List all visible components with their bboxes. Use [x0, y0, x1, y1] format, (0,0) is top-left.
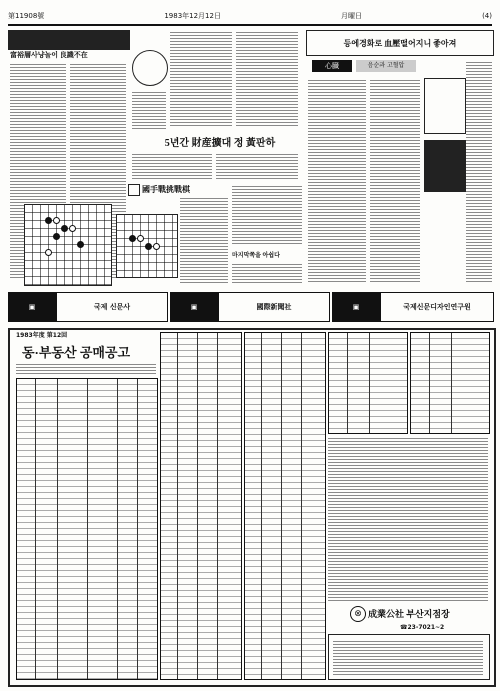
right-tag-2: 음순과 고혈압: [356, 60, 416, 72]
cartoon-illustration: [132, 50, 168, 86]
auction-table-2: [160, 332, 242, 680]
issue-date: 1983年12月12日: [164, 12, 221, 20]
auction-table-4: [328, 332, 408, 434]
auction-year: 1983年度 第12回: [16, 332, 68, 339]
baduk-commentary: [180, 196, 228, 284]
auction-intro: [16, 362, 156, 376]
baduk-board-1: [24, 204, 112, 286]
mid-center-heading: 5년간 財産擴대 정 黃판하: [164, 138, 276, 149]
ad-3: 국제신문디자인연구원: [380, 292, 494, 322]
right-text-col-1: [308, 78, 366, 282]
center-text-col-4: [216, 152, 298, 180]
auction-title: 동·부동산 공매공고: [22, 345, 131, 360]
left-banner: [8, 30, 130, 50]
center-text-col-0: [132, 90, 166, 130]
baduk-title: 國手戰挑戰棋: [142, 185, 190, 194]
page-header: [8, 8, 492, 26]
ad-badge-2: ▣: [170, 292, 218, 322]
auction-footnote-box: [328, 634, 490, 680]
ad-1: 국제 신문사: [56, 292, 168, 322]
issue-number: 第11908號: [8, 12, 45, 20]
ad-badge-3: ▣: [332, 292, 380, 322]
company-logo-icon: ⊗: [350, 606, 366, 622]
auction-table-5: [410, 332, 490, 434]
center-text-col-3: [132, 152, 212, 180]
left-column-heading: 富裕層사냥놀이 良識不在: [10, 51, 88, 59]
auction-phone: ☎23-7021~2: [400, 624, 445, 631]
baduk-icon: [128, 184, 140, 196]
right-illustration: [424, 140, 466, 192]
center-text-col-1: [170, 30, 232, 126]
ad-badge-1: ▣: [8, 292, 56, 322]
center-text-col-6: [232, 262, 302, 284]
right-text-col-3: [466, 60, 492, 282]
auction-conditions: [328, 436, 488, 602]
center-text-col-5: [232, 184, 302, 246]
right-text-col-2: [370, 78, 420, 282]
auction-company: 成業公社 부산지점장: [368, 609, 450, 619]
right-tag-1: 心臓: [312, 60, 352, 72]
issue-day: 月曜日: [341, 12, 363, 20]
auction-table-1: [16, 378, 158, 680]
auction-table-3: [244, 332, 326, 680]
right-column-heading: 등에경화로 血壓떨어지니 좋아져: [343, 39, 457, 48]
center-text-col-2: [236, 30, 298, 126]
mid-center-subheading: 마지막쪽을 아쉽다: [232, 253, 280, 259]
author-photo: [424, 78, 466, 134]
baduk-board-2: [116, 214, 178, 278]
page-number: (4): [482, 12, 492, 20]
ad-2: 國際新聞社: [218, 292, 330, 322]
